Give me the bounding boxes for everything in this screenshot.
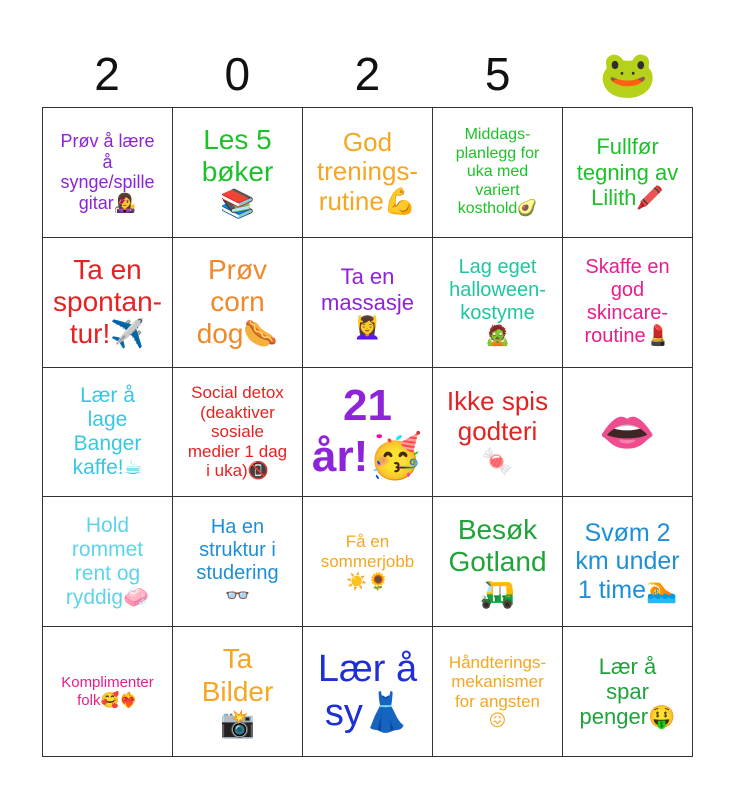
bingo-cell[interactable]: Lag eget halloween- kostyme 🧟 bbox=[433, 238, 563, 368]
bingo-cell[interactable]: Lær å spar penger🤑 bbox=[563, 627, 693, 757]
bingo-cell[interactable]: Få en sommerjobb ☀️🌻 bbox=[303, 497, 433, 627]
header-digit-2b: 2 bbox=[354, 48, 381, 100]
bingo-cell[interactable]: Hold rommet rent og ryddig🧼 bbox=[43, 497, 173, 627]
bingo-cell[interactable]: Fullfør tegning av Lilith🖍️ bbox=[563, 108, 693, 238]
bingo-header bbox=[42, 42, 693, 106]
bingo-cell[interactable]: Les 5 bøker 📚 bbox=[173, 108, 303, 238]
bingo-cell[interactable]: Prøv å lære å synge/spille gitar👩‍🎤 bbox=[43, 108, 173, 238]
bingo-cell[interactable]: Komplimenter folk🥰❤️‍🔥 bbox=[43, 627, 173, 757]
bingo-cell[interactable]: 👄 bbox=[563, 368, 693, 498]
bingo-cell[interactable]: Ta en spontan- tur!✈️ bbox=[43, 238, 173, 368]
header-digit-2: 2 bbox=[94, 48, 120, 100]
bingo-cell[interactable]: Ta en massasje 💆‍♀️ bbox=[303, 238, 433, 368]
bingo-cell[interactable]: Besøk Gotland 🛺 bbox=[433, 497, 563, 627]
bingo-cell[interactable]: Social detox (deaktiver sosiale medier 1 dag i uka)📵 bbox=[173, 368, 303, 498]
bingo-grid bbox=[42, 107, 693, 757]
bingo-cell[interactable]: Lær å sy👗 bbox=[303, 627, 433, 757]
bingo-cell[interactable]: Ikke spis godteri 🍬 bbox=[433, 368, 563, 498]
bingo-cell[interactable]: Lær å lage Banger kaffe!☕ bbox=[43, 368, 173, 498]
bingo-cell[interactable]: Håndterings- mekanismer for angsten 😖 bbox=[433, 627, 563, 757]
bingo-cell[interactable]: God trenings- rutine💪 bbox=[303, 108, 433, 238]
bingo-cell[interactable]: Prøv corn dog🌭 bbox=[173, 238, 303, 368]
header-digit-0: 0 bbox=[224, 48, 251, 100]
bingo-cell[interactable]: Ta Bilder 📸 bbox=[173, 627, 303, 757]
bingo-cell[interactable]: 21 år!🥳 bbox=[303, 368, 433, 498]
bingo-cell[interactable]: Skaffe en god skincare- routine💄 bbox=[563, 238, 693, 368]
bingo-cell[interactable]: Middags- planlegg for uka med variert kosthold🥑 bbox=[433, 108, 563, 238]
bingo-cell[interactable]: Svøm 2 km under 1 time🏊 bbox=[563, 497, 693, 627]
header-digit-5: 5 bbox=[484, 48, 511, 100]
bingo-cell[interactable]: Ha en struktur i studering 👓 bbox=[173, 497, 303, 627]
frog-icon: 🐸 bbox=[599, 48, 657, 100]
